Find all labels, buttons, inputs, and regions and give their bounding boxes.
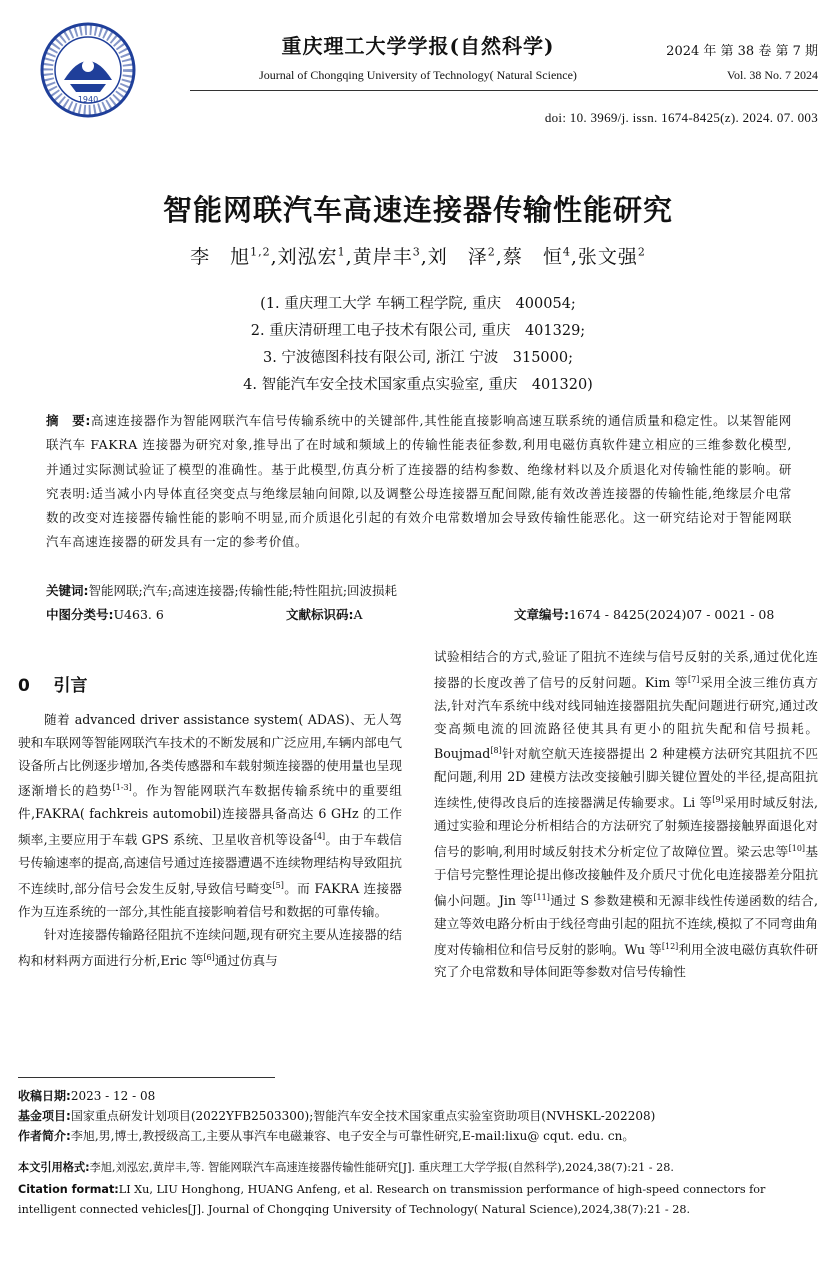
doi[interactable]: doi: 10. 3969/j. issn. 1674-8425(z). 2024. 07. 003 — [544, 110, 818, 125]
article-number: 文章编号:1674 - 8425(2024)07 - 0021 - 08 — [514, 607, 775, 622]
keywords: 关键词:智能网联;汽车;高速连接器;传输性能;特性阻抗;回波损耗 — [46, 583, 398, 598]
author: 黄岸丰 — [352, 246, 413, 268]
author-bio: 作者简介:李旭,男,博士,教授级高工,主要从事汽车电磁兼容、电子安全与可靠性研究,E-mail:lixu@ cqut. edu. cn。 — [18, 1129, 635, 1143]
affiliation: 2. 重庆清研理工电子技术有限公司, 重庆 401329; — [250, 323, 586, 339]
citation-ref[interactable]: [1-3] — [112, 783, 132, 793]
paper-title: 智能网联汽车高速连接器传输性能研究 — [162, 193, 673, 227]
author: 刘泓宏 — [277, 246, 338, 268]
abstract-text: 高速连接器作为智能网联汽车信号传输系统中的关键部件,其性能直接影响高速互联系统的通信质量和稳定性。以某智能网联汽车 FAKRA 连接器为研究对象,推导出了在时域和频域上的传输性能表征参数,利用电磁仿真软件建立相应的三维参数化模型,并通过实际测试验证了模型的准确性。基于此模型,仿真分析了连接器的结构参数、绝缘材料以及介质退化对传输性能的影响。研究表明:适当减小内导体直径突变点与绝缘层轴向间隙,以及调整公母连接器互配间隙,能有效改善连接器的传输性能,绝缘层介电常数的改变对连接器传输性能的影响不明显,而介质退化引起的有效介电常数增加会导致传输性能恶化。这一研究结论对于智能网联汽车高速连接器的研发具有一定的参考价值。 — [46, 413, 792, 550]
abstract — [46, 409, 792, 555]
clc-number: 中图分类号:U463. 6 — [46, 607, 164, 622]
logo-year: 1940 — [77, 95, 99, 104]
author: 张文强 — [577, 246, 638, 268]
paragraph: 随着 advanced driver assistance system( ADAS)、无人驾驶和车联网等智能网联汽车技术的不断发展和广泛应用,车辆内部电气设备所占比例逐步增加,各类传感器和车载射频连接器的使用量也呈现逐渐增长的趋势[1-3]。作为智能网联汽车数据传输系统中的重要组件,FAKRA( fachkreis automobil)连接器具备高达 6 GHz 的工作频率,主要应用于车载 GPS 系统、卫星收音机等设备[4]。由于车载信号传输速率的提高,高速信号通过连接器遭遇不连续物理结构导致阻抗不连续时,部分信号会发生反射,导致信号畸变[5]。而 FAKRA 连接器作为互连系统的一部分,其性能直接影响着信号和数据的可靠传输。 — [18, 712, 403, 919]
issue-info-cn: 2024 年 第 38 卷 第 7 期 — [666, 44, 818, 59]
author: 刘 泽 — [427, 246, 488, 268]
citation-ref[interactable]: [8] — [490, 746, 502, 756]
abstract-label: 摘 要: — [46, 413, 92, 428]
citation-ref[interactable]: [6] — [203, 952, 215, 962]
footnote-divider — [18, 1077, 275, 1078]
journal-title-cn: 重庆理工大学学报(自然科学) — [281, 34, 555, 58]
citation-ref[interactable]: [12] — [661, 941, 679, 951]
affiliation: (1. 重庆理工大学 车辆工程学院, 重庆 400054; — [260, 296, 576, 312]
author: 李 旭 — [190, 246, 251, 268]
citation-ref[interactable]: [9] — [712, 795, 724, 805]
citation-ref[interactable]: [11] — [533, 892, 550, 902]
author-list: 李 旭$^{1,2}$,刘泓宏$^1$,黄岸丰$^3$,刘 泽$^2$,蔡 恒$^4$,张文强$^2$ — [190, 245, 646, 268]
section-heading: 0 引言 — [18, 676, 88, 696]
author: 蔡 恒 — [502, 246, 563, 268]
body-right-column — [434, 646, 818, 984]
citation-ref[interactable]: [7] — [688, 674, 700, 684]
issue-info-en: Vol. 38 No. 7 2024 — [726, 68, 818, 82]
document-code: 文献标识码:A — [286, 607, 363, 622]
citation-cn: 本文引用格式:李旭,刘泓宏,黄岸丰,等. 智能网联汽车高速连接器传输性能研究[J]. 重庆理工大学学报(自然科学),2024,38(7):21 - 28. — [18, 1161, 674, 1174]
funding: 基金项目:国家重点研发计划项目(2022YFB2503300);智能汽车安全技术国家重点实验室资助项目(NVHSKL-202208) — [18, 1109, 656, 1123]
paragraph: 针对连接器传输路径阻抗不连续问题,现有研究主要从连接器的结构和材料两方面进行分析,Eric 等[6]通过仿真与 — [18, 926, 402, 968]
citation-ref[interactable]: [4] — [313, 832, 326, 842]
body-left-column — [18, 709, 402, 973]
citation-en: Citation format:LI Xu, LIU Honghong, HUANG Anfeng, et al. Research on transmission performance of high-speed connectors for intelligent connected vehicles[J]. Journal of Chongqing University of Technology( Natural Science),2024,38(7):21 - 28. — [18, 1183, 766, 1216]
journal-title-en: Journal of Chongqing University of Technology( Natural Science) — [259, 68, 577, 82]
received-date: 收稿日期:2023 - 12 - 08 — [18, 1089, 156, 1103]
citation-ref[interactable]: [10] — [788, 843, 806, 853]
paragraph: 试验相结合的方式,验证了阻抗不连续与信号反射的关系,通过优化连接器的长度改善了信号的反射问题。Kim 等[7]采用全波三维仿真方法,针对汽车系统中线对线同轴连接器阻抗失配问题进行研究,通过改变高频电流的回流路径使其具有更小的阻抗失配和信号损耗。Boujmad[8]针对航空航天连接器提出 2 种建模方法研究其阻抗不匹配问题,利用 2D 建模方法改变接触引脚关键位置处的半径,提高阻抗连续性,使得改良后的连接器满足传输要求。Li 等[9]采用时域反射法,通过实验和理论分析相结合的方法研究了射频连接器接触界面退化对信号的影响,利用时域反射技术分析定位了故障位置。梁云忠等[10]基于信号完整性理论提出修改接触件及介质尺寸优化电连接器差分阻抗偏小问题。Jin 等[11]通过 S 参数建模和无源非线性传递函数的结合,建立等效电路分析由于线径弯曲引起的阻抗不连续,模拟了不同弯曲角度对传输相位和信号反射的影响。Wu 等[12]利用全波电磁仿真软件研究了介电常数和导体间距等参数对信号传输性 — [434, 649, 819, 980]
affiliation: 4. 智能汽车安全技术国家重点实验室, 重庆 401320) — [243, 377, 593, 393]
header-divider — [190, 90, 818, 91]
citation-ref[interactable]: [5] — [272, 880, 284, 890]
affiliation: 3. 宁波德图科技有限公司, 浙江 宁波 315000; — [262, 350, 573, 366]
